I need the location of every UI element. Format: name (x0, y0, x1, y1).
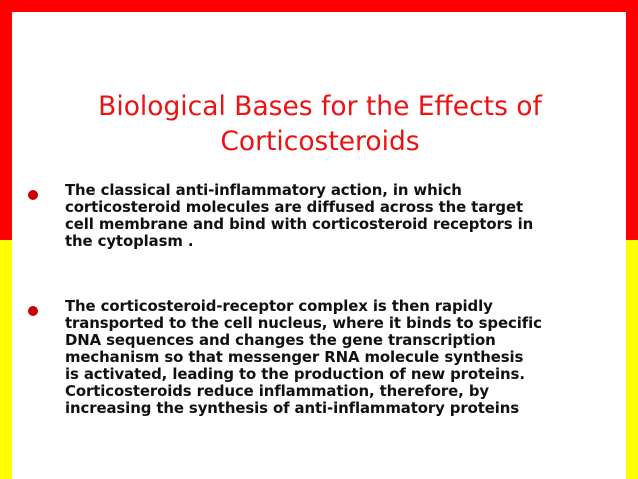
bullet-text-line: The classical anti-inflammatory action, in which (65, 181, 462, 199)
bullet-list (12, 12, 626, 479)
bullet-text-line: transported to the cell nucleus, where it binds to specific (65, 314, 542, 332)
bullet-dot-icon (28, 190, 38, 200)
bullet-text-line: The corticosteroid-receptor complex is then rapidly (65, 297, 493, 315)
slide-title-line: Biological Bases for the Effects of (98, 91, 542, 122)
bullet-text (65, 298, 625, 417)
bullet-text-line: Corticosteroids reduce inflammation, therefore, by (65, 382, 489, 400)
slide-title-line: Corticosteroids (220, 126, 420, 157)
bullet-text (65, 182, 625, 250)
bullet-text-line: is activated, leading to the production of new proteins. (65, 365, 525, 383)
bullet-text-line: DNA sequences and changes the gene transcription (65, 331, 496, 349)
bullet-text-line: increasing the synthesis of anti-inflammatory proteins (65, 399, 519, 417)
bullet-dot-icon (28, 306, 38, 316)
bullet-text-line: mechanism so that messenger RNA molecule synthesis (65, 348, 524, 366)
bullet-text-line: cell membrane and bind with corticosteroid receptors in (65, 215, 534, 233)
bullet-text-line: the cytoplasm . (65, 232, 194, 250)
slide-content-area (12, 12, 626, 479)
bullet-text-line: corticosteroid molecules are diffused across the target (65, 198, 523, 216)
